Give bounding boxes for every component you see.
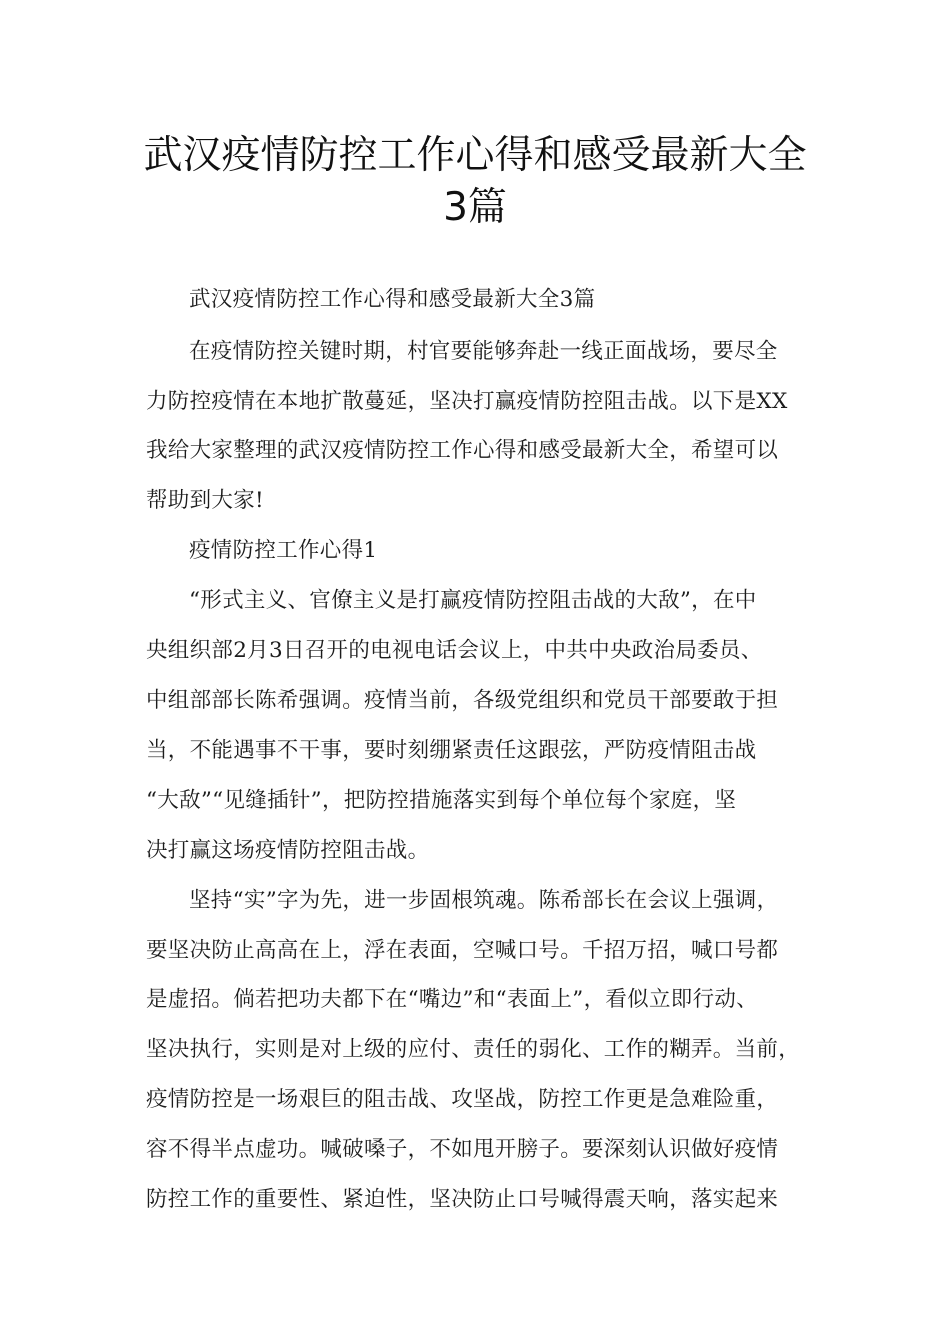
- paragraph-3-line-6: 容不得半点虚功。喊破嗓子，不如甩开膀子。要深刻认识做好疫情: [146, 1137, 779, 1162]
- document-title-line-1: 武汉疫情防控工作心得和感受最新大全: [143, 133, 807, 178]
- paragraph-2-line-6: 决打赢这场疫情防控阻击战。: [146, 838, 430, 863]
- paragraph-3-line-2: 要坚决防止高高在上，浮在表面，空喊口号。千招万招，喊口号都: [146, 938, 779, 963]
- paragraph-1-line-1: 在疫情防控关键时期，村官要能够奔赴一线正面战场，要尽全: [189, 339, 778, 364]
- subtitle-line: 武汉疫情防控工作心得和感受最新大全3篇: [189, 287, 596, 312]
- paragraph-3-line-7: 防控工作的重要性、紧迫性，坚决防止口号喊得震天响，落实起来: [146, 1187, 779, 1212]
- paragraph-1-line-2: 力防控疫情在本地扩散蔓延，坚决打赢疫情防控阻击战。以下是XX: [146, 389, 788, 414]
- paragraph-3-line-4: 坚决执行，实则是对上级的应付、责任的弱化、工作的糊弄。当前，: [146, 1037, 801, 1062]
- paragraph-1-line-4: 帮助到大家!: [146, 488, 264, 513]
- paragraph-2-line-4: 当，不能遇事不干事，要时刻绷紧责任这跟弦，严防疫情阻击战: [146, 738, 757, 763]
- paragraph-3-line-1: 坚持“实”字为先，进一步固根筑魂。陈希部长在会议上强调，: [189, 888, 779, 913]
- paragraph-2-line-1: “形式主义、官僚主义是打赢疫情防控阻击战的大敌”，在中: [189, 588, 757, 613]
- paragraph-2-line-3: 中组部部长陈希强调。疫情当前，各级党组织和党员干部要敢于担: [146, 688, 779, 713]
- paragraph-3-line-5: 疫情防控是一场艰巨的阻击战、攻坚战，防控工作更是急难险重，: [146, 1087, 779, 1112]
- document-title-line-2: 3篇: [443, 185, 507, 230]
- paragraph-2-line-2: 央组织部2月3日召开的电视电话会议上，中共中央政治局委员、: [146, 638, 763, 663]
- paragraph-1-line-3: 我给大家整理的武汉疫情防控工作心得和感受最新大全，希望可以: [146, 438, 779, 463]
- section-heading: 疫情防控工作心得1: [189, 538, 378, 563]
- paragraph-2-line-5: “大敌”“见缝插针”，把防控措施落实到每个单位每个家庭，坚: [146, 788, 737, 813]
- paragraph-3-line-3: 是虚招。倘若把功夫都下在“嘴边”和“表面上”，看似立即行动、: [146, 987, 758, 1012]
